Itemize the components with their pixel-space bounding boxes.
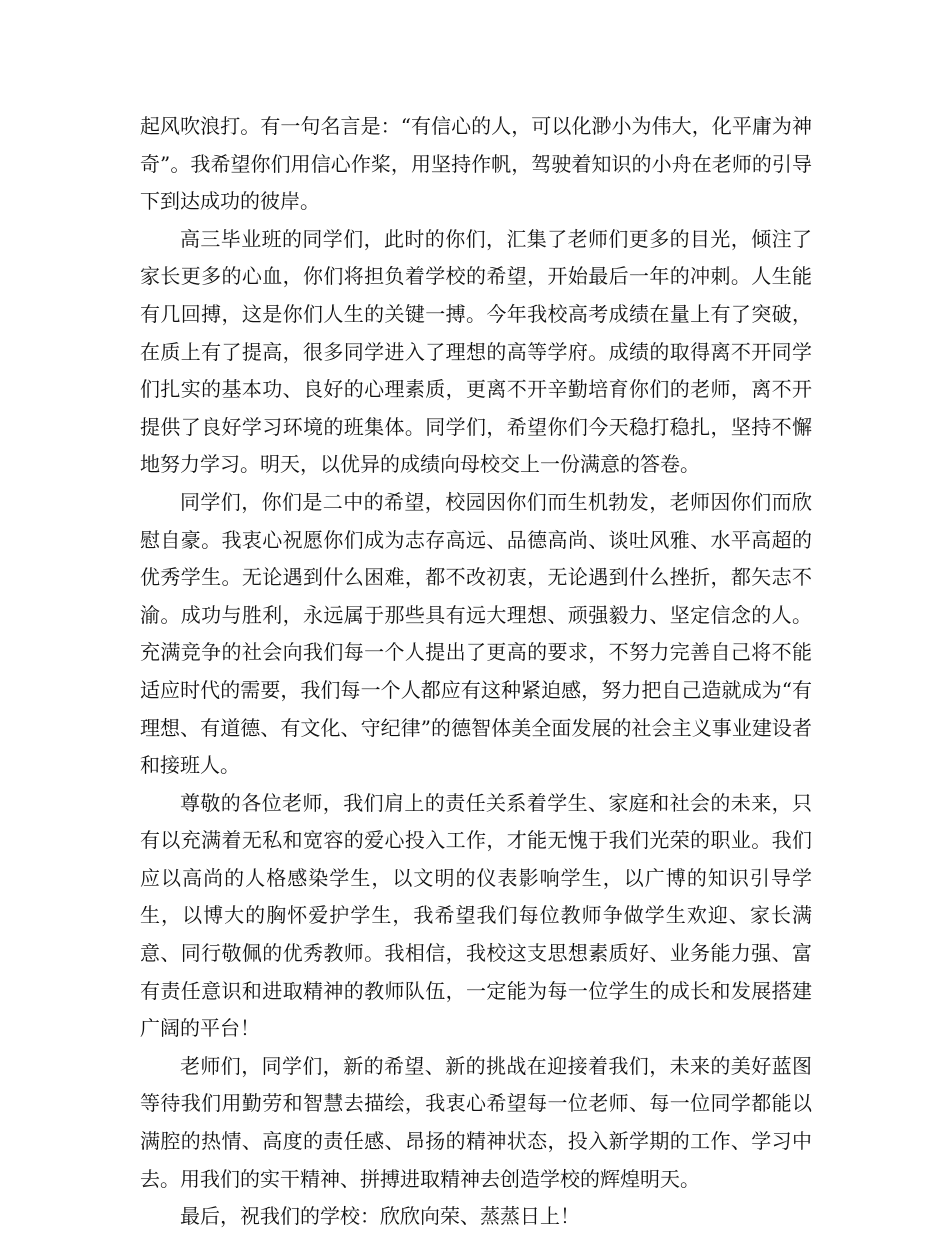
paragraph-5: 老师们，同学们，新的希望、新的挑战在迎接着我们，未来的美好蓝图等待我们用勤劳和智慧去描绘，我衷心希望每一位老师、每一位同学都能以满腔的热情、高度的责任感、昂扬的精神状态，投入新学期的工作、学习中去。用我们的实干精神、拼搏进取精神去创造学校的辉煌明天。 <box>140 1053 812 1191</box>
paragraph-3: 同学们，你们是二中的希望，校园因你们而生机勃发，老师因你们而欣慰自豪。我衷心祝愿你们成为志存高远、品德高尚、谈吐风雅、水平高超的优秀学生。无论遇到什么困难，都不改初衷，无论遇到什么挫折，都矢志不渝。成功与胜利，永远属于那些具有远大理想、顽强毅力、坚定信念的人。充满竞争的社会向我们每一个人提出了更高的要求，不努力完善自己将不能适应时代的需要，我们每一个人都应有这种紧迫感，努力把自己造就成为“有理想、有道德、有文化、守纪律”的德智体美全面发展的社会主义事业建设者和接班人。 <box>140 489 812 778</box>
document-body <box>140 108 812 1236</box>
paragraph-1: 起风吹浪打。有一句名言是：“有信心的人，可以化渺小为伟大，化平庸为神奇”。我希望你们用信心作桨，用坚持作帆，驾驶着知识的小舟在老师的引导下到达成功的彼岸。 <box>140 114 812 214</box>
paragraph-4: 尊敬的各位老师，我们肩上的责任关系着学生、家庭和社会的未来，只有以充满着无私和宽容的爱心投入工作，才能无愧于我们光荣的职业。我们应以高尚的人格感染学生，以文明的仪表影响学生，以广博的知识引导学生，以博大的胸怀爱护学生，我希望我们每位教师争做学生欢迎、家长满意、同行敬佩的优秀教师。我相信，我校这支思想素质好、业务能力强、富有责任意识和进取精神的教师队伍，一定能为每一位学生的成长和发展搭建广阔的平台！ <box>140 790 812 1041</box>
paragraph-2: 高三毕业班的同学们，此时的你们，汇集了老师们更多的目光，倾注了家长更多的心血，你们将担负着学校的希望，开始最后一年的冲刺。人生能有几回搏，这是你们人生的关键一搏。今年我校高考成绩在量上有了突破，在质上有了提高，很多同学进入了理想的高等学府。成绩的取得离不开同学们扎实的基本功、良好的心理素质，更离不开辛勤培育你们的老师，离不开提供了良好学习环境的班集体。同学们，希望你们今天稳打稳扎，坚持不懈地努力学习。明天，以优异的成绩向母校交上一份满意的答卷。 <box>140 226 812 477</box>
paragraph-6: 最后，祝我们的学校：欣欣向荣、蒸蒸日上！ <box>180 1204 580 1229</box>
